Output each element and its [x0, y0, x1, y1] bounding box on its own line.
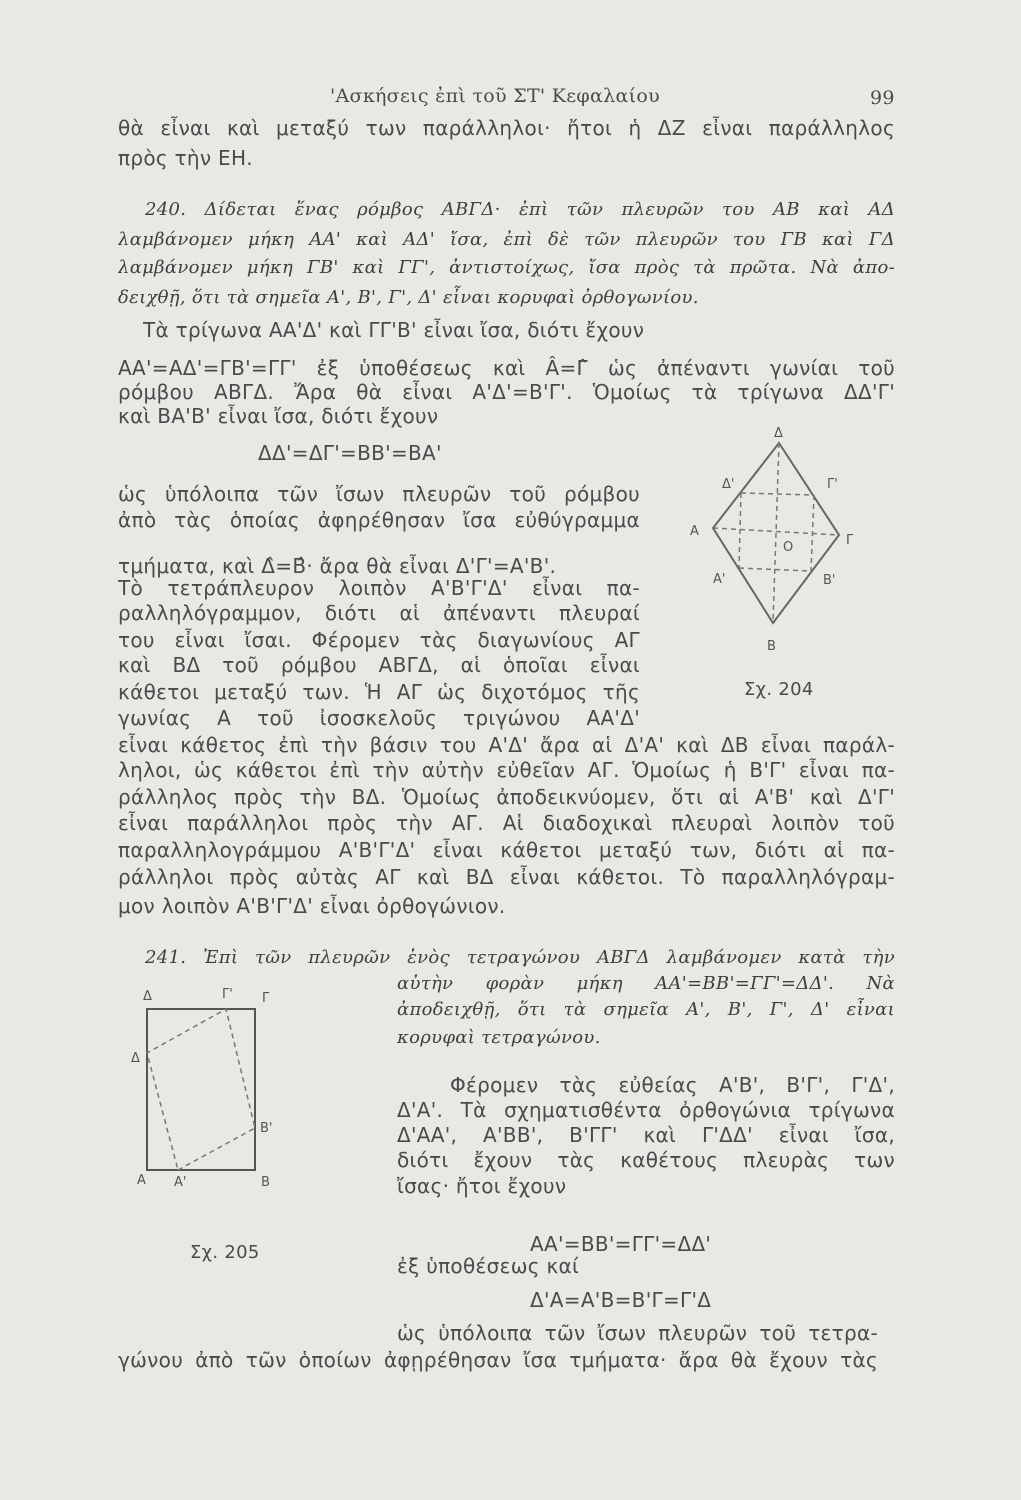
text-line: ράλληλοι πρὸς αὐτὰς ΑΓ καὶ ΒΔ εἶναι κάθετοι. Τὸ παραλληλόγραμ-: [118, 865, 895, 889]
text-line: καὶ ΒΔ τοῦ ρόμβου ΑΒΓΔ, αἱ ὁποῖαι εἶναι: [118, 653, 640, 677]
inner-quadrilateral: [147, 1009, 255, 1170]
label-delta: Δ: [143, 989, 152, 1004]
text-line: ὡς ὑπόλοιπα τῶν ἴσων πλευρῶν τοῦ ρόμβου: [118, 482, 640, 506]
figure-caption: Σχ. 204: [744, 679, 814, 700]
equation: ΑΑ'=ΒΒ'=ΓΓ'=ΔΔ': [530, 1232, 712, 1256]
label-beta-prime: Β': [260, 1121, 273, 1136]
running-title: 'Ασκήσεις ἐπὶ τοῦ ΣΤ' Κεφαλαίου: [330, 85, 660, 107]
text-line: εἶναι κάθετος ἐπὶ τὴν βάσιν του Α'Δ' ἄρα αἱ Δ'Α' καὶ ΔΒ εἶναι παράλ-: [118, 733, 895, 757]
text-line: τμήματα, καὶ Δ̂=Β̂· ἄρα θὰ εἶναι Δ'Γ'=Α'Β'.: [118, 554, 557, 578]
text-line: παραλληλογράμμου Α'Β'Γ'Δ' εἶναι κάθετοι μεταξύ των, διότι αἱ πα-: [118, 838, 895, 862]
page-number: 99: [870, 87, 895, 109]
text-line: ραλληλόγραμμον, διότι αἱ ἀπέναντι πλευραί: [118, 601, 640, 625]
text-line: του εἶναι ἴσαι. Φέρομεν τὰς διαγωνίους ΑΓ: [118, 628, 640, 652]
text-line: Τὰ τρίγωνα ΑΑ'Δ' καὶ ΓΓ'Β' εἶναι ἴσα, διότι ἔχουν: [143, 318, 645, 342]
label-alpha-prime: Α': [713, 572, 726, 587]
text-line: ὡς ὑπόλοιπα τῶν ἴσων πλευρῶν τοῦ τετρα-: [397, 1321, 878, 1345]
text-line: Τὸ τετράπλευρον λοιπὸν Α'Β'Γ'Δ' εἶναι πα-: [118, 576, 640, 600]
label-alpha: Α: [690, 524, 699, 539]
label-beta: Β: [767, 639, 776, 654]
exercise-statement-line: λαμβάνομεν μήκη ΓΒ' καὶ ΓΓ', ἀντιστοίχως, ἴσα πρὸς τὰ πρῶτα. Νὰ ἀπο-: [118, 257, 895, 278]
text-line: γώνου ἀπὸ τῶν ὁποίων ἀφῃρέθησαν ἴσα τμήματα· ἄρα θὰ ἔχουν τὰς: [118, 1348, 878, 1372]
exercise-statement-line: 240. Δίδεται ἕνας ρόμβος ΑΒΓΔ· ἐπὶ τῶν πλευρῶν του ΑΒ καὶ ΑΔ: [145, 199, 895, 220]
text-line: ΑΑ'=ΑΔ'=ΓΒ'=ΓΓ' ἐξ ὑποθέσεως καὶ Â=Γ̂ ὡς ἀπέναντι γωνίαι τοῦ: [118, 356, 895, 380]
label-gamma: Γ: [846, 533, 854, 548]
label-gamma-prime: Γ': [222, 987, 233, 1002]
text-line: Δ'ΑΑ', Α'ΒΒ', Β'ΓΓ' καὶ Γ'ΔΔ' εἶναι ἴσα,: [397, 1123, 895, 1147]
exercise-statement-line: 241. Ἐπὶ τῶν πλευρῶν ἑνὸς τετραγώνου ΑΒΓΔ λαμβάνομεν κατὰ τὴν: [145, 947, 895, 968]
exercise-statement-line: δειχθῇ, ὅτι τὰ σημεῖα Α', Β', Γ', Δ' εἶναι κορυφαὶ ὀρθογωνίου.: [118, 287, 699, 308]
exercise-statement-line: κορυφαὶ τετραγώνου.: [397, 1027, 601, 1048]
text-line: διότι ἔχουν τὰς καθέτους πλευρὰς των: [397, 1148, 895, 1172]
text-line: ἀπὸ τὰς ὁποίας ἀφηρέθησαν ἴσα εὐθύγραμμα: [118, 508, 640, 532]
text-line: ρόμβου ΑΒΓΔ. Ἄρα θὰ εἶναι Α'Δ'=Β'Γ'. Ὁμοίως τὰ τρίγωνα ΔΔ'Γ': [118, 380, 895, 404]
text-line: ράλληλος πρὸς τὴν ΒΔ. Ὁμοίως ἀποδεικνύομεν, ὅτι αἱ Α'Β' καὶ Δ'Γ': [118, 785, 895, 809]
exercise-statement-line: ἀποδειχθῇ, ὅτι τὰ σημεῖα Α', Β', Γ', Δ' εἶναι: [397, 999, 895, 1020]
label-delta-prime: Δ': [722, 477, 735, 492]
text-line: θὰ εἶναι καὶ μεταξύ των παράλληλοι· ἤτοι ἡ ΔΖ εἶναι παράλληλος: [118, 116, 895, 140]
label-delta-prime: Δ: [131, 1051, 140, 1066]
text-line: Δ'Α'. Τὰ σχηματισθέντα ὀρθογώνια τρίγωνα: [397, 1098, 895, 1122]
label-gamma-prime: Γ': [827, 477, 838, 492]
text-line: γωνίας Α τοῦ ἰσοσκελοῦς τριγώνου ΑΑ'Δ': [118, 706, 640, 730]
square-outline: [147, 1009, 255, 1170]
label-gamma: Γ: [262, 991, 270, 1006]
text-line: εἶναι παράλληλοι πρὸς τὴν ΑΓ. Αἱ διαδοχικαὶ πλευραὶ λοιπὸν τοῦ: [118, 811, 895, 835]
text-line: ἐξ ὑποθέσεως καί: [397, 1254, 580, 1278]
label-beta: Β: [261, 1175, 270, 1190]
text-line: ληλοι, ὡς κάθετοι ἐπὶ τὴν αὐτὴν εὐθεῖαν ΑΓ. Ὁμοίως ἡ Β'Γ' εἶναι πα-: [118, 758, 895, 782]
text-line: μον λοιπὸν Α'Β'Γ'Δ' εἶναι ὀρθογώνιον.: [118, 894, 506, 918]
text-line: πρὸς τὴν ΕΗ.: [118, 146, 253, 170]
text-line: ἴσας· ἤτοι ἔχουν: [397, 1174, 567, 1198]
equation: ΔΔ'=ΔΓ'=ΒΒ'=ΒΑ': [258, 441, 442, 465]
label-alpha: Α: [137, 1173, 146, 1188]
label-delta: Δ: [774, 426, 783, 441]
label-o: O: [783, 540, 794, 555]
equation: Δ'Α=Α'Β=Β'Γ=Γ'Δ: [530, 1288, 712, 1312]
exercise-statement-line: λαμβάνομεν μήκη ΑΑ' καὶ ΑΔ' ἴσα, ἐπὶ δὲ τῶν πλευρῶν του ΓΒ καὶ ΓΔ: [118, 229, 895, 250]
figure-caption: Σχ. 205: [190, 1242, 260, 1263]
label-alpha-prime: Α': [174, 1175, 187, 1190]
label-beta-prime: Β': [823, 573, 836, 588]
text-line: καὶ ΒΑ'Β' εἶναι ἴσα, διότι ἔχουν: [118, 404, 439, 428]
text-line: Φέρομεν τὰς εὐθείας Α'Β', Β'Γ', Γ'Δ',: [450, 1073, 895, 1097]
exercise-statement-line: αὐτὴν φορὰν μήκη ΑΑ'=ΒΒ'=ΓΓ'=ΔΔ'. Νὰ: [397, 973, 895, 994]
text-line: κάθετοι μεταξύ των. Ἡ ΑΓ ὡς διχοτόμος τῆς: [118, 680, 640, 704]
